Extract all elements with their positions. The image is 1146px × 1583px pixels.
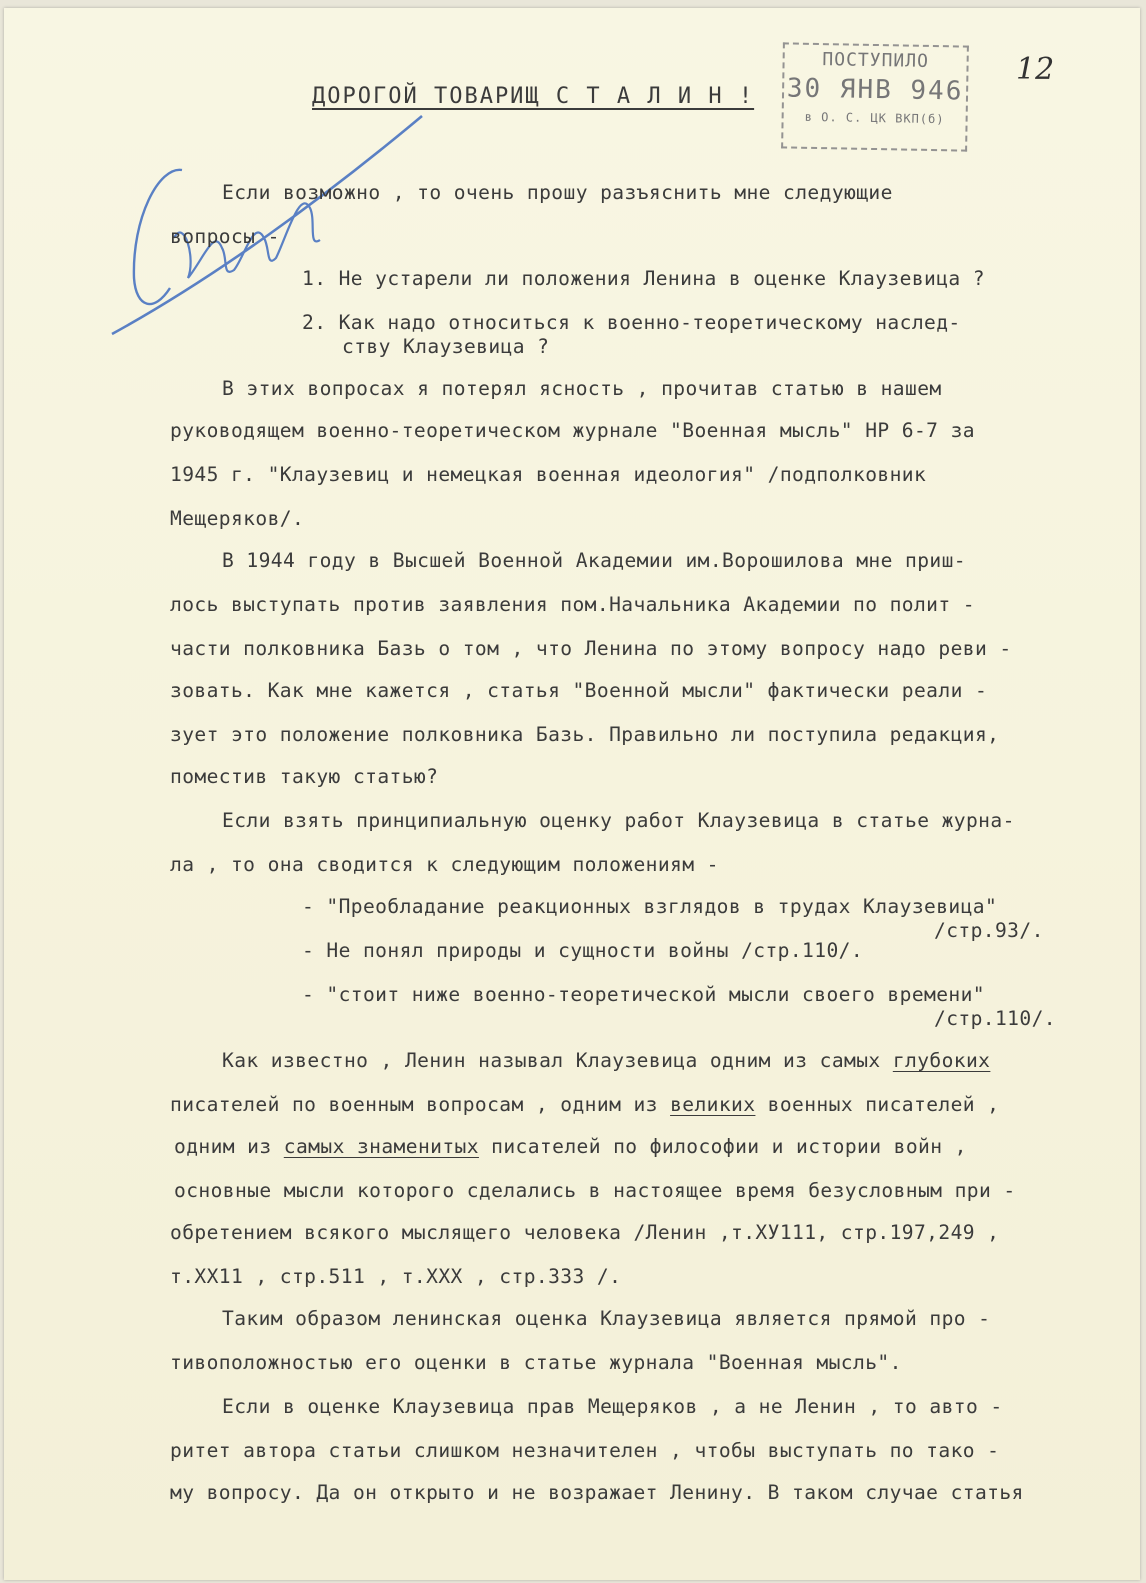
- underlined-word: великих: [670, 1093, 756, 1116]
- quoted-item: - Не понял природы и сущности войны /стр.110/.: [302, 939, 864, 962]
- paragraph-line: 1945 г. "Клаузевиц и немецкая военная идеология" /подполковник: [170, 463, 927, 486]
- paragraph-line: Мещеряков/.: [170, 507, 305, 530]
- quoted-item: - "стоит ниже военно-теоретической мысли своего времени": [302, 983, 985, 1006]
- letter-salutation: ДОРОГОЙ ТОВАРИЩ С Т А Л И Н !: [312, 84, 755, 109]
- paragraph-line: поместив такую статью?: [170, 765, 439, 788]
- paragraph-line: части полковника Базь о том , что Ленина по этому вопросу надо реви -: [170, 637, 1012, 660]
- paragraph-line: обретением всякого мыслящего человека /Ленин ,т.ХУ111, стр.197,249 ,: [170, 1221, 1000, 1244]
- paragraph-line: [222, 1048, 990, 1074]
- paragraph-line: т.ХХ11 , стр.511 , т.ХХХ , стр.333 /.: [170, 1265, 622, 1288]
- paragraph-line: ла , то она сводится к следующим положениям -: [170, 853, 719, 876]
- paragraph-line: [174, 1134, 967, 1160]
- quoted-item-page: /стр.93/.: [934, 919, 1044, 942]
- paragraph-line: В этих вопросах я потерял ясность , прочитав статью в нашем: [222, 377, 942, 400]
- paragraph-line: Если возможно , то очень прошу разъяснить мне следующие: [222, 181, 893, 204]
- paragraph-line: [170, 1092, 999, 1118]
- text-run: военных писателей ,: [767, 1093, 1000, 1116]
- paragraph-line: зовать. Как мне кажется , статья "Военной мысли" фактически реали -: [170, 679, 988, 702]
- underlined-word: самых знаменитых: [283, 1135, 479, 1158]
- paragraph-line: Таким образом ленинская оценка Клаузевица является прямой про -: [222, 1307, 991, 1330]
- paragraph-line: Если в оценке Клаузевица прав Мещеряков , а не Ленин , то авто -: [222, 1395, 1003, 1418]
- document-page: [4, 8, 1140, 1580]
- paragraph-line: му вопросу. Да он открыто и не возражает Ленину. В таком случае статья: [170, 1481, 1024, 1504]
- paragraph-line: руководящем военно-теоретическом журнале "Военная мысль" НР 6-7 за: [170, 419, 975, 442]
- paragraph-line: основные мысли которого сделались в настоящее время безусловным при -: [174, 1179, 1016, 1202]
- page-number: 12: [1016, 52, 1055, 87]
- text-run: писателей по военным вопросам , одним из: [170, 1093, 658, 1116]
- stamp-line-office: в О. С. ЦК ВКП(б): [804, 109, 945, 127]
- quoted-item: - "Преобладание реакционных взглядов в трудах Клаузевица": [302, 895, 998, 918]
- received-stamp: [781, 42, 969, 151]
- text-run: писателей по философии и истории войн ,: [491, 1135, 967, 1158]
- paragraph-line: тивоположностью его оценки в статье журнала "Военная мысль".: [170, 1351, 902, 1374]
- quoted-item-page: /стр.110/.: [934, 1007, 1056, 1030]
- question-item: 1. Не устарели ли положения Ленина в оценке Клаузевица ?: [302, 267, 985, 290]
- paragraph-line: В 1944 году в Высшей Военной Академии им.Ворошилова мне приш-: [222, 549, 966, 572]
- paragraph-line: Если взять принципиальную оценку работ Клаузевица в статье журна-: [222, 809, 1015, 832]
- text-run: одним из: [174, 1135, 272, 1158]
- paragraph-line: вопросы -: [170, 225, 280, 248]
- paragraph-line: зует это положение полковника Базь. Правильно ли поступила редакция,: [170, 723, 1000, 746]
- paragraph-line: ству Клаузевица ?: [342, 335, 550, 358]
- text-run: Как известно , Ленин называл Клаузевица одним из самых: [222, 1049, 893, 1072]
- underlined-word: глубоких: [892, 1049, 991, 1072]
- question-item: 2. Как надо относиться к военно-теоретическому наслед-: [302, 311, 961, 334]
- paragraph-line: ритет автора статьи слишком незначителен , чтобы выступать по тако -: [170, 1439, 1000, 1462]
- paragraph-line: лось выступать против заявления пом.Начальника Академии по полит -: [170, 593, 975, 616]
- stamp-line-received: ПОСТУПИЛО: [822, 49, 930, 72]
- stamp-line-date: 30 ЯНВ 946: [786, 73, 964, 107]
